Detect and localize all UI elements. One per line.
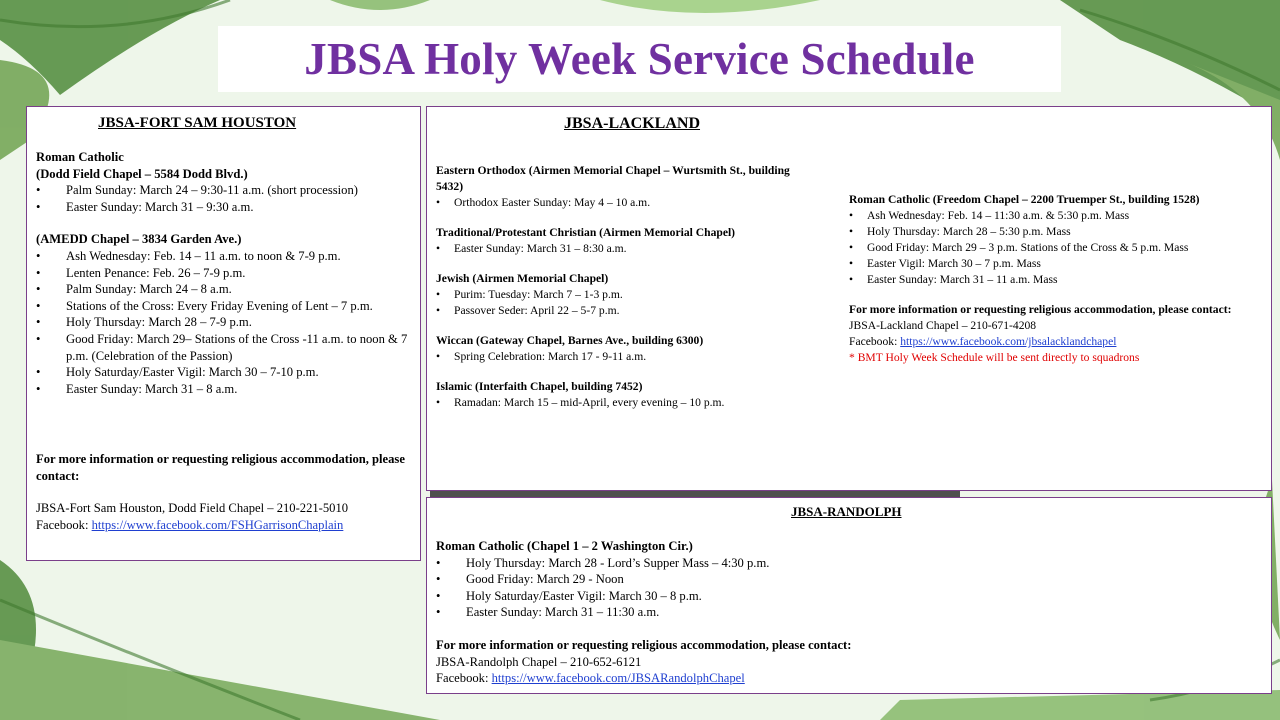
randolph-panel — [426, 497, 1272, 694]
fsh-rc-list — [36, 182, 416, 215]
randolph-content — [436, 538, 1256, 687]
fort-sam-houston-heading: JBSA-FORT SAM HOUSTON — [98, 115, 297, 131]
list-item: • Easter Sunday: March 31 – 8 a.m. — [36, 381, 416, 398]
list-item: • Ash Wednesday: Feb. 14 – 11 a.m. to noon & 7-9 p.m. — [36, 248, 416, 265]
list-item: • Spring Celebration: March 17 - 9-11 a.m. — [436, 349, 806, 365]
list-item: • Lenten Penance: Feb. 26 – 7-9 p.m. — [36, 265, 416, 282]
lackland-jewish-label: Jewish (Airmen Memorial Chapel) — [436, 272, 609, 285]
lackland-contact: JBSA-Lackland Chapel – 210-671-4208 — [849, 319, 1037, 332]
randolph-facebook-link[interactable]: https://www.facebook.com/JBSARandolphChapel — [491, 671, 745, 686]
lackland-info-heading: For more information or requesting religious accommodation, please contact: — [849, 303, 1232, 316]
list-item: • Easter Sunday: March 31 – 11:30 a.m. — [436, 604, 1256, 621]
title-banner — [218, 26, 1061, 92]
fort-sam-houston-content — [36, 149, 416, 397]
randolph-info-heading: For more information or requesting religious accommodation, please contact: — [436, 637, 852, 652]
fsh-rc-label: Roman Catholic — [36, 150, 124, 164]
list-item: • Orthodox Easter Sunday: May 4 – 10 a.m. — [436, 195, 806, 211]
list-item: • Good Friday: March 29– Stations of the Cross -11 a.m. to noon & 7 p.m. (Celebration of the Passion) — [36, 331, 416, 364]
lackland-facebook-label: Facebook: — [849, 335, 901, 348]
fsh-facebook-link[interactable]: https://www.facebook.com/FSHGarrisonChaplain — [91, 517, 344, 532]
fsh-contact-block — [36, 451, 416, 533]
fsh-contact: JBSA-Fort Sam Houston, Dodd Field Chapel – 210-221-5010 — [36, 501, 349, 516]
page-title: JBSA Holy Week Service Schedule — [304, 34, 975, 84]
lackland-facebook-link[interactable]: https://www.facebook.com/jbsalacklandchapel — [900, 335, 1117, 348]
list-item: • Easter Sunday: March 31 – 11 a.m. Mass — [849, 272, 1261, 288]
list-item: • Purim: Tuesday: March 7 – 1-3 p.m. — [436, 287, 806, 303]
list-item: • Ramadan: March 15 – mid-April, every evening – 10 p.m. — [436, 395, 806, 411]
fsh-facebook-label: Facebook: — [36, 517, 92, 532]
fsh-facebook-line — [36, 517, 416, 534]
lackland-wiccan-label: Wiccan (Gateway Chapel, Barnes Ave., building 6300) — [436, 334, 704, 347]
randolph-contact: JBSA-Randolph Chapel – 210-652-6121 — [436, 654, 642, 669]
fsh-amedd-chapel: (AMEDD Chapel – 3834 Garden Ave.) — [36, 232, 242, 247]
list-item: • Ash Wednesday: Feb. 14 – 11:30 a.m. & 5:30 p.m. Mass — [849, 208, 1261, 224]
lackland-right-column — [849, 192, 1261, 366]
list-item: • Holy Thursday: March 28 – 5:30 p.m. Mass — [849, 224, 1261, 240]
lackland-orthodox-label: Eastern Orthodox (Airmen Memorial Chapel – Wurtsmith St., building 5432) — [436, 164, 790, 193]
list-item: • Holy Thursday: March 28 – 7-9 p.m. — [36, 314, 416, 331]
bmt-note: * BMT Holy Week Schedule will be sent directly to squadrons — [849, 351, 1140, 364]
randolph-heading: JBSA-RANDOLPH — [791, 504, 902, 519]
list-item: • Easter Sunday: March 31 – 9:30 a.m. — [36, 199, 416, 216]
lackland-left-column — [436, 163, 806, 411]
list-item: • Easter Vigil: March 30 – 7 p.m. Mass — [849, 256, 1261, 272]
randolph-facebook-line — [436, 670, 1256, 687]
list-item: • Holy Saturday/Easter Vigil: March 30 – 8 p.m. — [436, 588, 1256, 605]
fsh-info-heading: For more information or requesting religious accommodation, please contact: — [36, 452, 405, 483]
list-item: • Good Friday: March 29 - Noon — [436, 571, 1256, 588]
randolph-rc-label: Roman Catholic (Chapel 1 – 2 Washington Cir.) — [436, 539, 693, 553]
lackland-heading: JBSA-LACKLAND — [564, 115, 701, 132]
list-item: • Good Friday: March 29 – 3 p.m. Stations of the Cross & 5 p.m. Mass — [849, 240, 1261, 256]
list-item: • Stations of the Cross: Every Friday Evening of Lent – 7 p.m. — [36, 298, 416, 315]
list-item: • Palm Sunday: March 24 – 9:30-11 a.m. (short procession) — [36, 182, 416, 199]
lackland-rc-list — [849, 208, 1261, 288]
fsh-rc-chapel: (Dodd Field Chapel – 5584 Dodd Blvd.) — [36, 166, 248, 181]
list-item: • Holy Thursday: March 28 - Lord’s Supper Mass – 4:30 p.m. — [436, 555, 1256, 572]
lackland-panel — [426, 106, 1272, 491]
lackland-rc-label: Roman Catholic (Freedom Chapel – 2200 Truemper St., building 1528) — [849, 193, 1200, 206]
lackland-protestant-label: Traditional/Protestant Christian (Airmen Memorial Chapel) — [436, 226, 736, 239]
list-item: • Easter Sunday: March 31 – 8:30 a.m. — [436, 241, 806, 257]
lackland-islamic-label: Islamic (Interfaith Chapel, building 7452) — [436, 380, 643, 393]
randolph-list — [436, 555, 1256, 621]
fsh-amedd-list — [36, 248, 416, 397]
list-item: • Palm Sunday: March 24 – 8 a.m. — [36, 281, 416, 298]
list-item: • Holy Saturday/Easter Vigil: March 30 – 7-10 p.m. — [36, 364, 416, 381]
randolph-facebook-label: Facebook: — [436, 671, 492, 686]
lackland-facebook-line — [849, 334, 1261, 350]
list-item: • Passover Seder: April 22 – 5-7 p.m. — [436, 303, 806, 319]
fort-sam-houston-panel — [26, 106, 421, 561]
